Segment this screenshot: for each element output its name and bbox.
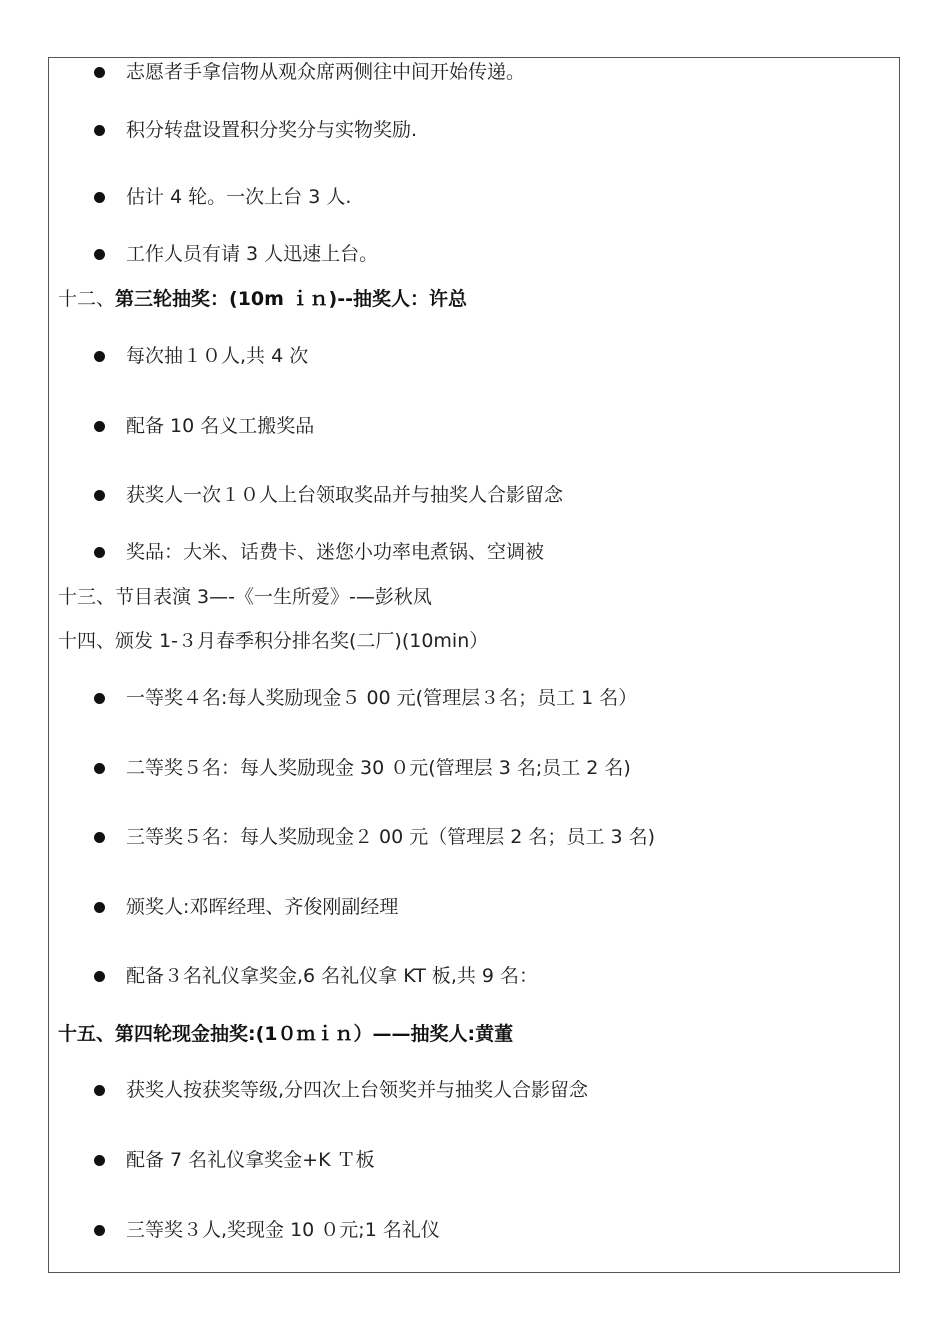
bullet-text: 配备 10 名义工搬奖品 xyxy=(126,415,315,437)
bullet-dot xyxy=(94,125,105,136)
section-title: 第三轮抽奖：(10m ｉｎ)--抽奖人：许总 xyxy=(115,288,468,310)
bullet-text: 估计 4 轮。一次上台 3 人. xyxy=(126,186,352,208)
bullet-dot xyxy=(94,693,105,704)
bullet-dot xyxy=(94,547,105,558)
bullet-text: 二等奖５名：每人奖励现金 30 ０元(管理层 3 名;员工 2 名) xyxy=(126,757,631,779)
section-heading-14 xyxy=(58,629,488,653)
document-frame xyxy=(48,57,900,1273)
bullet-dot xyxy=(94,1155,105,1166)
bullet-text: 一等奖４名:每人奖励现金５ 00 元(管理层３名；员工 1 名） xyxy=(126,687,638,709)
bullet-dot xyxy=(94,249,105,260)
section-heading-15 xyxy=(58,1022,513,1046)
bullet-dot xyxy=(94,490,105,501)
section-number: 十二、 xyxy=(58,288,116,310)
bullet-dot xyxy=(94,971,105,982)
bullet-dot xyxy=(94,1085,105,1096)
bullet-text: 配备３名礼仪拿奖金,6 名礼仪拿 KT 板,共 9 名： xyxy=(126,965,539,987)
bullet-text: 三等奖３人,奖现金 10 ０元;1 名礼仪 xyxy=(126,1219,440,1241)
bullet-text: 获奖人按获奖等级,分四次上台领奖并与抽奖人合影留念 xyxy=(126,1079,589,1101)
bullet-dot xyxy=(94,902,105,913)
section-title: 节目表演 3—-《一生所爱》-—彭秋凤 xyxy=(115,586,432,608)
bullet-dot xyxy=(94,351,105,362)
bullet-text: 奖品：大米、话费卡、迷您小功率电煮锅、空调被 xyxy=(126,541,545,563)
bullet-text: 积分转盘设置积分奖分与实物奖励. xyxy=(126,119,418,141)
section-title: 第四轮现金抽奖:(1０ｍｉｎ）——抽奖人:黄董 xyxy=(115,1023,514,1045)
bullet-dot xyxy=(94,192,105,203)
bullet-text: 配备 7 名礼仪拿奖金+K Ｔ板 xyxy=(126,1149,375,1171)
bullet-dot xyxy=(94,832,105,843)
section-number: 十三、 xyxy=(58,586,116,608)
bullet-text: 工作人员有请 3 人迅速上台。 xyxy=(126,243,379,265)
bullet-dot xyxy=(94,67,105,78)
bullet-text: 获奖人一次１０人上台领取奖品并与抽奖人合影留念 xyxy=(126,484,564,506)
section-heading-13 xyxy=(58,585,432,609)
section-title: 颁发 1-３月春季积分排名奖(二厂)(10min） xyxy=(115,630,489,652)
bullet-text: 三等奖５名：每人奖励现金２ 00 元（管理层 2 名；员工 3 名) xyxy=(126,826,656,848)
section-number: 十四、 xyxy=(58,630,116,652)
bullet-text: 颁奖人:邓晖经理、齐俊刚副经理 xyxy=(126,896,399,918)
bullet-dot xyxy=(94,421,105,432)
section-number: 十五、 xyxy=(58,1023,116,1045)
bullet-text: 志愿者手拿信物从观众席两侧往中间开始传递。 xyxy=(126,61,526,83)
bullet-dot xyxy=(94,763,105,774)
section-heading-12 xyxy=(58,287,467,311)
bullet-text: 每次抽１０人,共 4 次 xyxy=(126,345,309,367)
bullet-dot xyxy=(94,1225,105,1236)
